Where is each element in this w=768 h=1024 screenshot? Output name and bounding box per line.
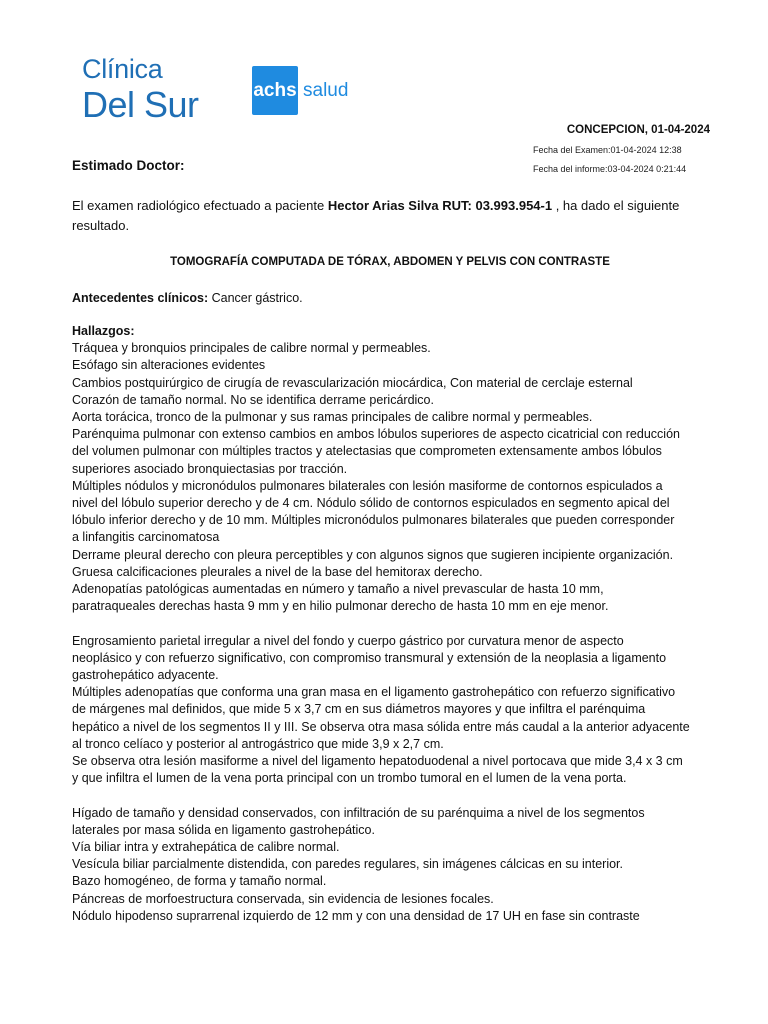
achs-logo-box: achs bbox=[252, 66, 298, 115]
findings-line: Engrosamiento parietal irregular a nivel del fondo y cuerpo gástrico por curvatura menor de aspecto bbox=[72, 633, 624, 648]
findings-line: al tronco celíaco y posterior al antrogástrico que mide 3,9 x 2,7 cm. bbox=[72, 736, 444, 751]
findings-line: Aorta torácica, tronco de la pulmonar y sus ramas principales de calibre normal y permeables. bbox=[72, 410, 593, 425]
findings-section bbox=[72, 323, 712, 925]
findings-label: Hallazgos: bbox=[72, 324, 135, 338]
findings-line: del volumen pulmonar con múltiples tractos y atelectasias que comprometen extensamente ambos lóbulos bbox=[72, 444, 662, 459]
findings-line: Páncreas de morfoestructura conservada, sin evidencia de lesiones focales. bbox=[72, 891, 494, 906]
clinical-history-value: Cancer gástrico. bbox=[208, 291, 303, 305]
findings-line: a linfangitis carcinomatosa bbox=[72, 530, 220, 545]
findings-line: Esófago sin alteraciones evidentes bbox=[72, 358, 266, 373]
intro-suffix: , ha dado el siguiente resultado. bbox=[72, 198, 680, 233]
findings-line: nivel del lóbulo superior derecho y de 4 cm. Nódulo sólido de contornos espiculados en segmento apical del bbox=[72, 496, 670, 511]
findings-line: superiores asociado bronquiectasias por tracción. bbox=[72, 461, 348, 476]
findings-line: Nódulo hipodenso suprarrenal izquierdo de 12 mm y con una densidad de 17 UH en fase sin contraste bbox=[72, 908, 640, 923]
logo-line-clinica: Clínica bbox=[82, 54, 163, 84]
intro-prefix: El examen radiológico efectuado a paciente bbox=[72, 198, 328, 213]
achs-logo-salud: salud bbox=[303, 79, 349, 101]
achs-salud-logo bbox=[252, 66, 348, 115]
findings-line: Múltiples nódulos y micronódulos pulmonares bilaterales con lesión masiforme de contornos espiculados a bbox=[72, 478, 663, 493]
findings-line: lóbulo inferior derecho y de 10 mm. Múltiples micronódulos pulmonares bilaterales que pueden corresponder bbox=[72, 513, 675, 528]
findings-line: Adenopatías patológicas aumentadas en número y tamaño a nivel prevascular de hasta 10 mm, bbox=[72, 582, 604, 597]
clinica-del-sur-logo bbox=[82, 56, 199, 123]
findings-line: Gruesa calcificaciones pleurales a nivel de la base del hemitorax derecho. bbox=[72, 564, 483, 579]
findings-line: hepático a nivel de los segmentos II y III. Se observa otra masa sólida entre más caudal a la anterior adyacente bbox=[72, 719, 690, 734]
findings-line: laterales por masa sólida en ligamento gastrohepático. bbox=[72, 822, 375, 837]
findings-line: Corazón de tamaño normal. No se identifica derrame pericárdico. bbox=[72, 392, 434, 407]
findings-line: Parénquima pulmonar con extenso cambios en ambos lóbulos superiores de aspecto cicatricial con reducción bbox=[72, 427, 680, 442]
report-date: Fecha del informe:03-04-2024 0:21:44 bbox=[533, 164, 687, 174]
clinical-history bbox=[72, 291, 303, 305]
findings-line: paratraqueales derechas hasta 9 mm y en hilio pulmonar derecho de hasta 10 mm en eje menor. bbox=[72, 599, 609, 614]
findings-line: Vesícula biliar parcialmente distendida, con paredes regulares, sin imágenes cálcicas en su interior. bbox=[72, 857, 623, 872]
findings-line: Vía biliar intra y extrahepática de calibre normal. bbox=[72, 840, 340, 855]
intro-paragraph bbox=[72, 196, 702, 236]
findings-line: Hígado de tamaño y densidad conservados, con infiltración de su parénquima a nivel de los segmentos bbox=[72, 805, 645, 820]
findings-line: gastrohepático adyacente. bbox=[72, 668, 219, 683]
findings-line: y que infiltra el lumen de la vena porta principal con un trombo tumoral en el lumen de la vena porta. bbox=[72, 771, 627, 786]
findings-lines bbox=[72, 340, 712, 925]
findings-line: neoplásico y con refuerzo significativo, con compromiso transmural y extensión de la neoplasia a ligamento bbox=[72, 650, 667, 665]
findings-line: Múltiples adenopatías que conforma una gran masa en el ligamento gastrohepático con refuerzo significativo bbox=[72, 685, 676, 700]
findings-line: de márgenes mal definidos, que mide 5 x 3,7 cm en sus diámetros mayores y que infiltra el parénquima bbox=[72, 702, 646, 717]
clinical-history-label: Antecedentes clínicos: bbox=[72, 291, 209, 305]
findings-line: Derrame pleural derecho con pleura perceptibles y con algunos signos que sugieren incipiente organización. bbox=[72, 547, 674, 562]
location-date: CONCEPCION, 01-04-2024 bbox=[566, 124, 710, 136]
findings-line: Cambios postquirúrgico de cirugía de revascularización miocárdica, Con material de cerclaje esternal bbox=[72, 375, 633, 390]
patient-identity: Hector Arias Silva RUT: 03.993.954-1 bbox=[327, 198, 553, 213]
logo-line-del-sur: Del Sur bbox=[82, 84, 199, 125]
exam-date: Fecha del Examen:01-04-2024 12:38 bbox=[533, 145, 682, 155]
greeting: Estimado Doctor: bbox=[72, 158, 185, 173]
findings-line: Tráquea y bronquios principales de calibre normal y permeables. bbox=[72, 341, 431, 356]
study-title: TOMOGRAFÍA COMPUTADA DE TÓRAX, ABDOMEN Y PELVIS CON CONTRASTE bbox=[170, 256, 610, 268]
findings-line: Se observa otra lesión masiforme a nivel del ligamento hepatoduodenal a nivel portocava que mide 3,4 x 3 cm bbox=[72, 754, 683, 769]
findings-line bbox=[72, 787, 712, 804]
findings-line: Bazo homogéneo, de forma y tamaño normal. bbox=[72, 874, 327, 889]
findings-line bbox=[72, 615, 712, 632]
